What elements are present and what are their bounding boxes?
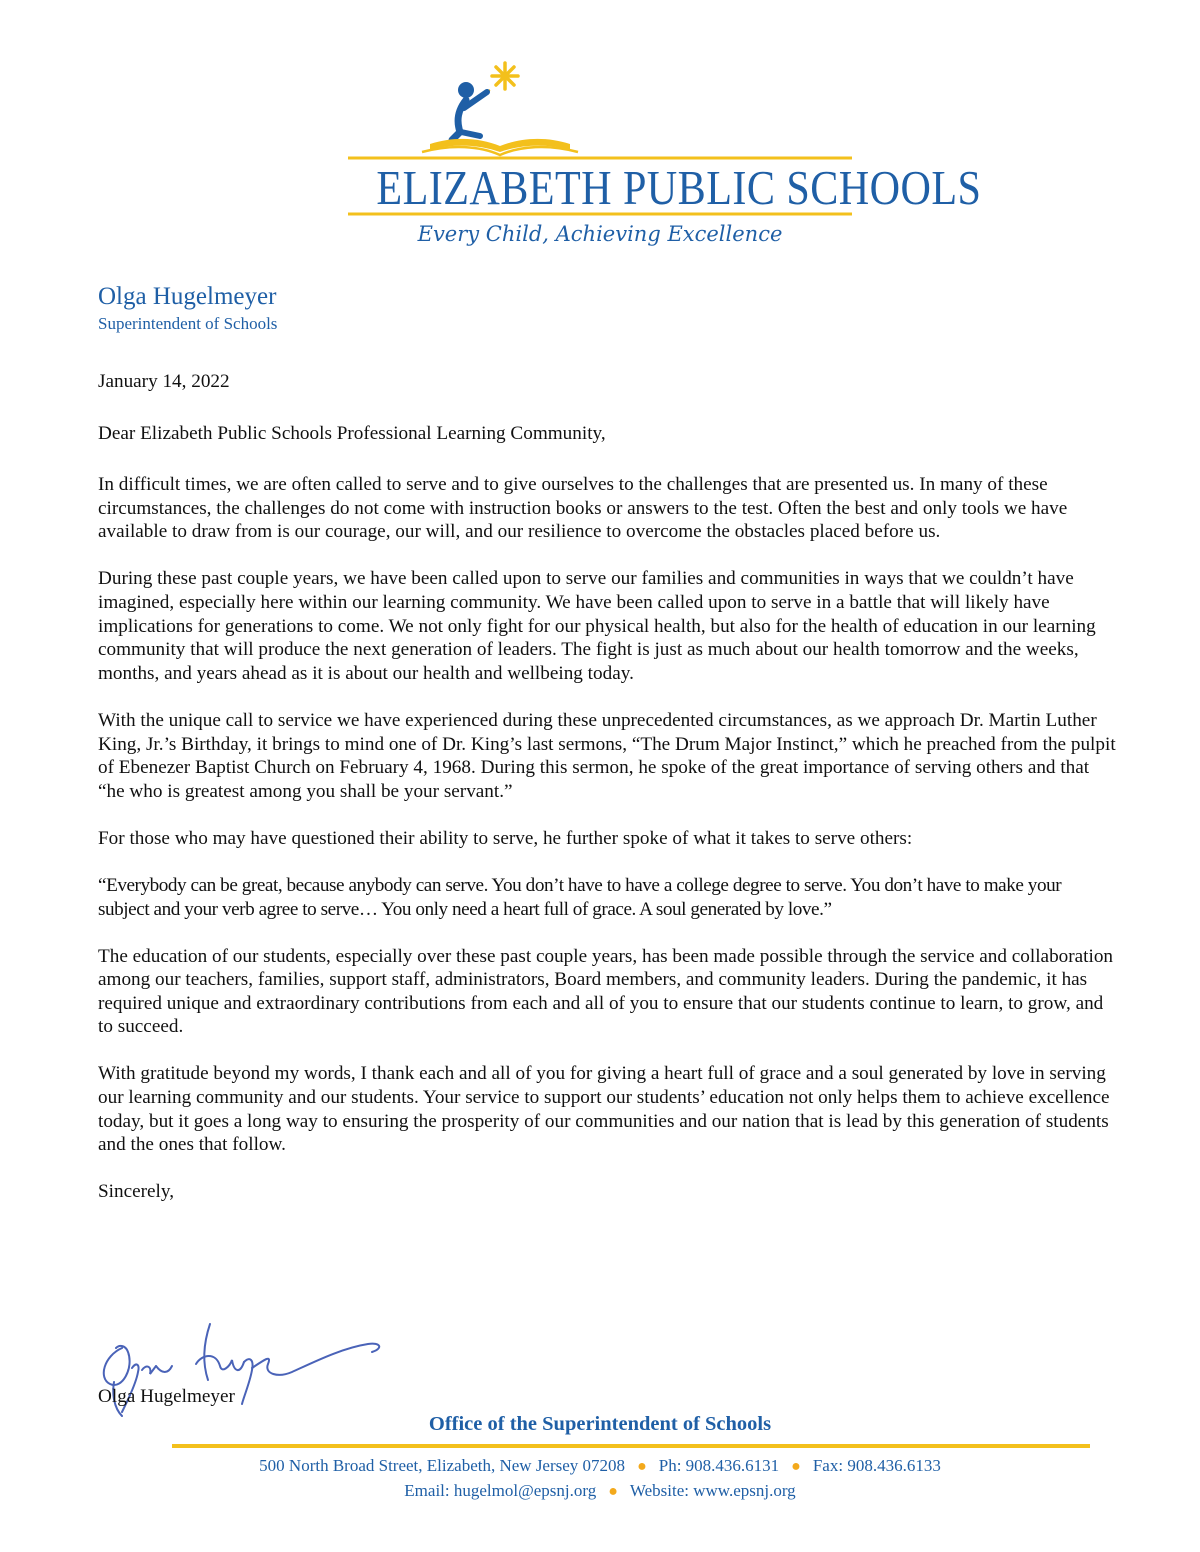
letter-closing: Sincerely,: [98, 1181, 175, 1203]
footer-phone: Ph: 908.436.6131: [658, 1456, 780, 1475]
footer-divider: [172, 1444, 1090, 1448]
bullet-icon: ●: [608, 1483, 618, 1500]
sender-name: Olga Hugelmeyer: [98, 283, 277, 310]
footer-contact-line: [0, 1456, 1200, 1476]
sender-title: Superintendent of Schools: [98, 314, 278, 333]
signer-name: Olga Hugelmeyer: [98, 1386, 235, 1407]
district-name: ELIZABETH PUBLIC SCHOOLS: [376, 160, 982, 215]
footer-address: 500 North Broad Street, Elizabeth, New Jersey 07208: [259, 1456, 626, 1475]
district-logo: [340, 58, 982, 258]
paragraph: With gratitude beyond my words, I thank each and all of you for giving a heart full of grace and a soul generated by love in serving our learning community and our students. Your service to support our students’ education not only helps them to achieve excellence today, but it goes a long way to ensuring the prosperity of our communities and our nation that is lead by this generation of students and the ones that follow.: [98, 1063, 1110, 1156]
paragraph: During these past couple years, we have been called upon to serve our families and communities in ways that we couldn’t have imagined, especially here within our learning community. We have been called upon to serve in a battle that will likely have implications for generations to come. We not only fight for our physical health, but also for the health of education in our learning community that will produce the next generation of leaders. The fight is just as much about our health tomorrow and the weeks, months, and years ahead as it is about our health and wellbeing today.: [98, 568, 1096, 684]
bullet-icon: ●: [791, 1458, 801, 1475]
footer-fax: Fax: 908.436.6133: [812, 1456, 941, 1475]
letter-body: [98, 370, 1116, 1204]
letter-salutation: Dear Elizabeth Public Schools Professional Learning Community,: [98, 422, 606, 444]
footer-website[interactable]: Website: www.epsnj.org: [629, 1481, 796, 1500]
district-tagline: Every Child, Achieving Excellence: [417, 222, 783, 246]
footer-office-title: Office of the Superintendent of Schools: [428, 1413, 772, 1435]
quote-paragraph: “Everybody can be great, because anybody can serve. You don’t have to have a college degree to serve. You don’t have to make your subject and your verb agree to serve… You only need a heart full of grace. A soul generated by love.”: [98, 874, 1062, 920]
footer-email[interactable]: Email: hugelmol@epsnj.org: [404, 1481, 597, 1500]
paragraph: For those who may have questioned their ability to serve, he further spoke of what it takes to serve others:: [98, 827, 913, 849]
reading-child-star-icon: [340, 58, 860, 168]
paragraph: The education of our students, especially over these past couple years, has been made possible through the service and collaboration among our teachers, families, support staff, administrators, Board members, and community leaders. During the pandemic, it has required unique and extraordinary contributions from each and all of you to ensure that our students continue to learn, to grow, and to succeed.: [98, 945, 1114, 1038]
paragraph: In difficult times, we are often called to serve and to give ourselves to the challenges that are presented us. In many of these circumstances, the challenges do not come with instruction books or answers to the test. Often the best and only tools we have available to draw from is our courage, our will, and our resilience to overcome the obstacles placed before us.: [98, 474, 1068, 543]
letter-date: January 14, 2022: [98, 371, 230, 392]
paragraph: With the unique call to service we have experienced during these unprecedented circumstances, as we approach Dr. Martin Luther King, Jr.’s Birthday, it brings to mind one of Dr. King’s last sermons, “The Drum Major Instinct,” which he preached from the pulpit of Ebenezer Baptist Church on February 4, 1968. During this sermon, he spoke of the great importance of serving others and that “he who is greatest among you shall be your servant.”: [98, 709, 1116, 802]
footer-web-line: [0, 1481, 1200, 1501]
bullet-icon: ●: [637, 1458, 647, 1475]
